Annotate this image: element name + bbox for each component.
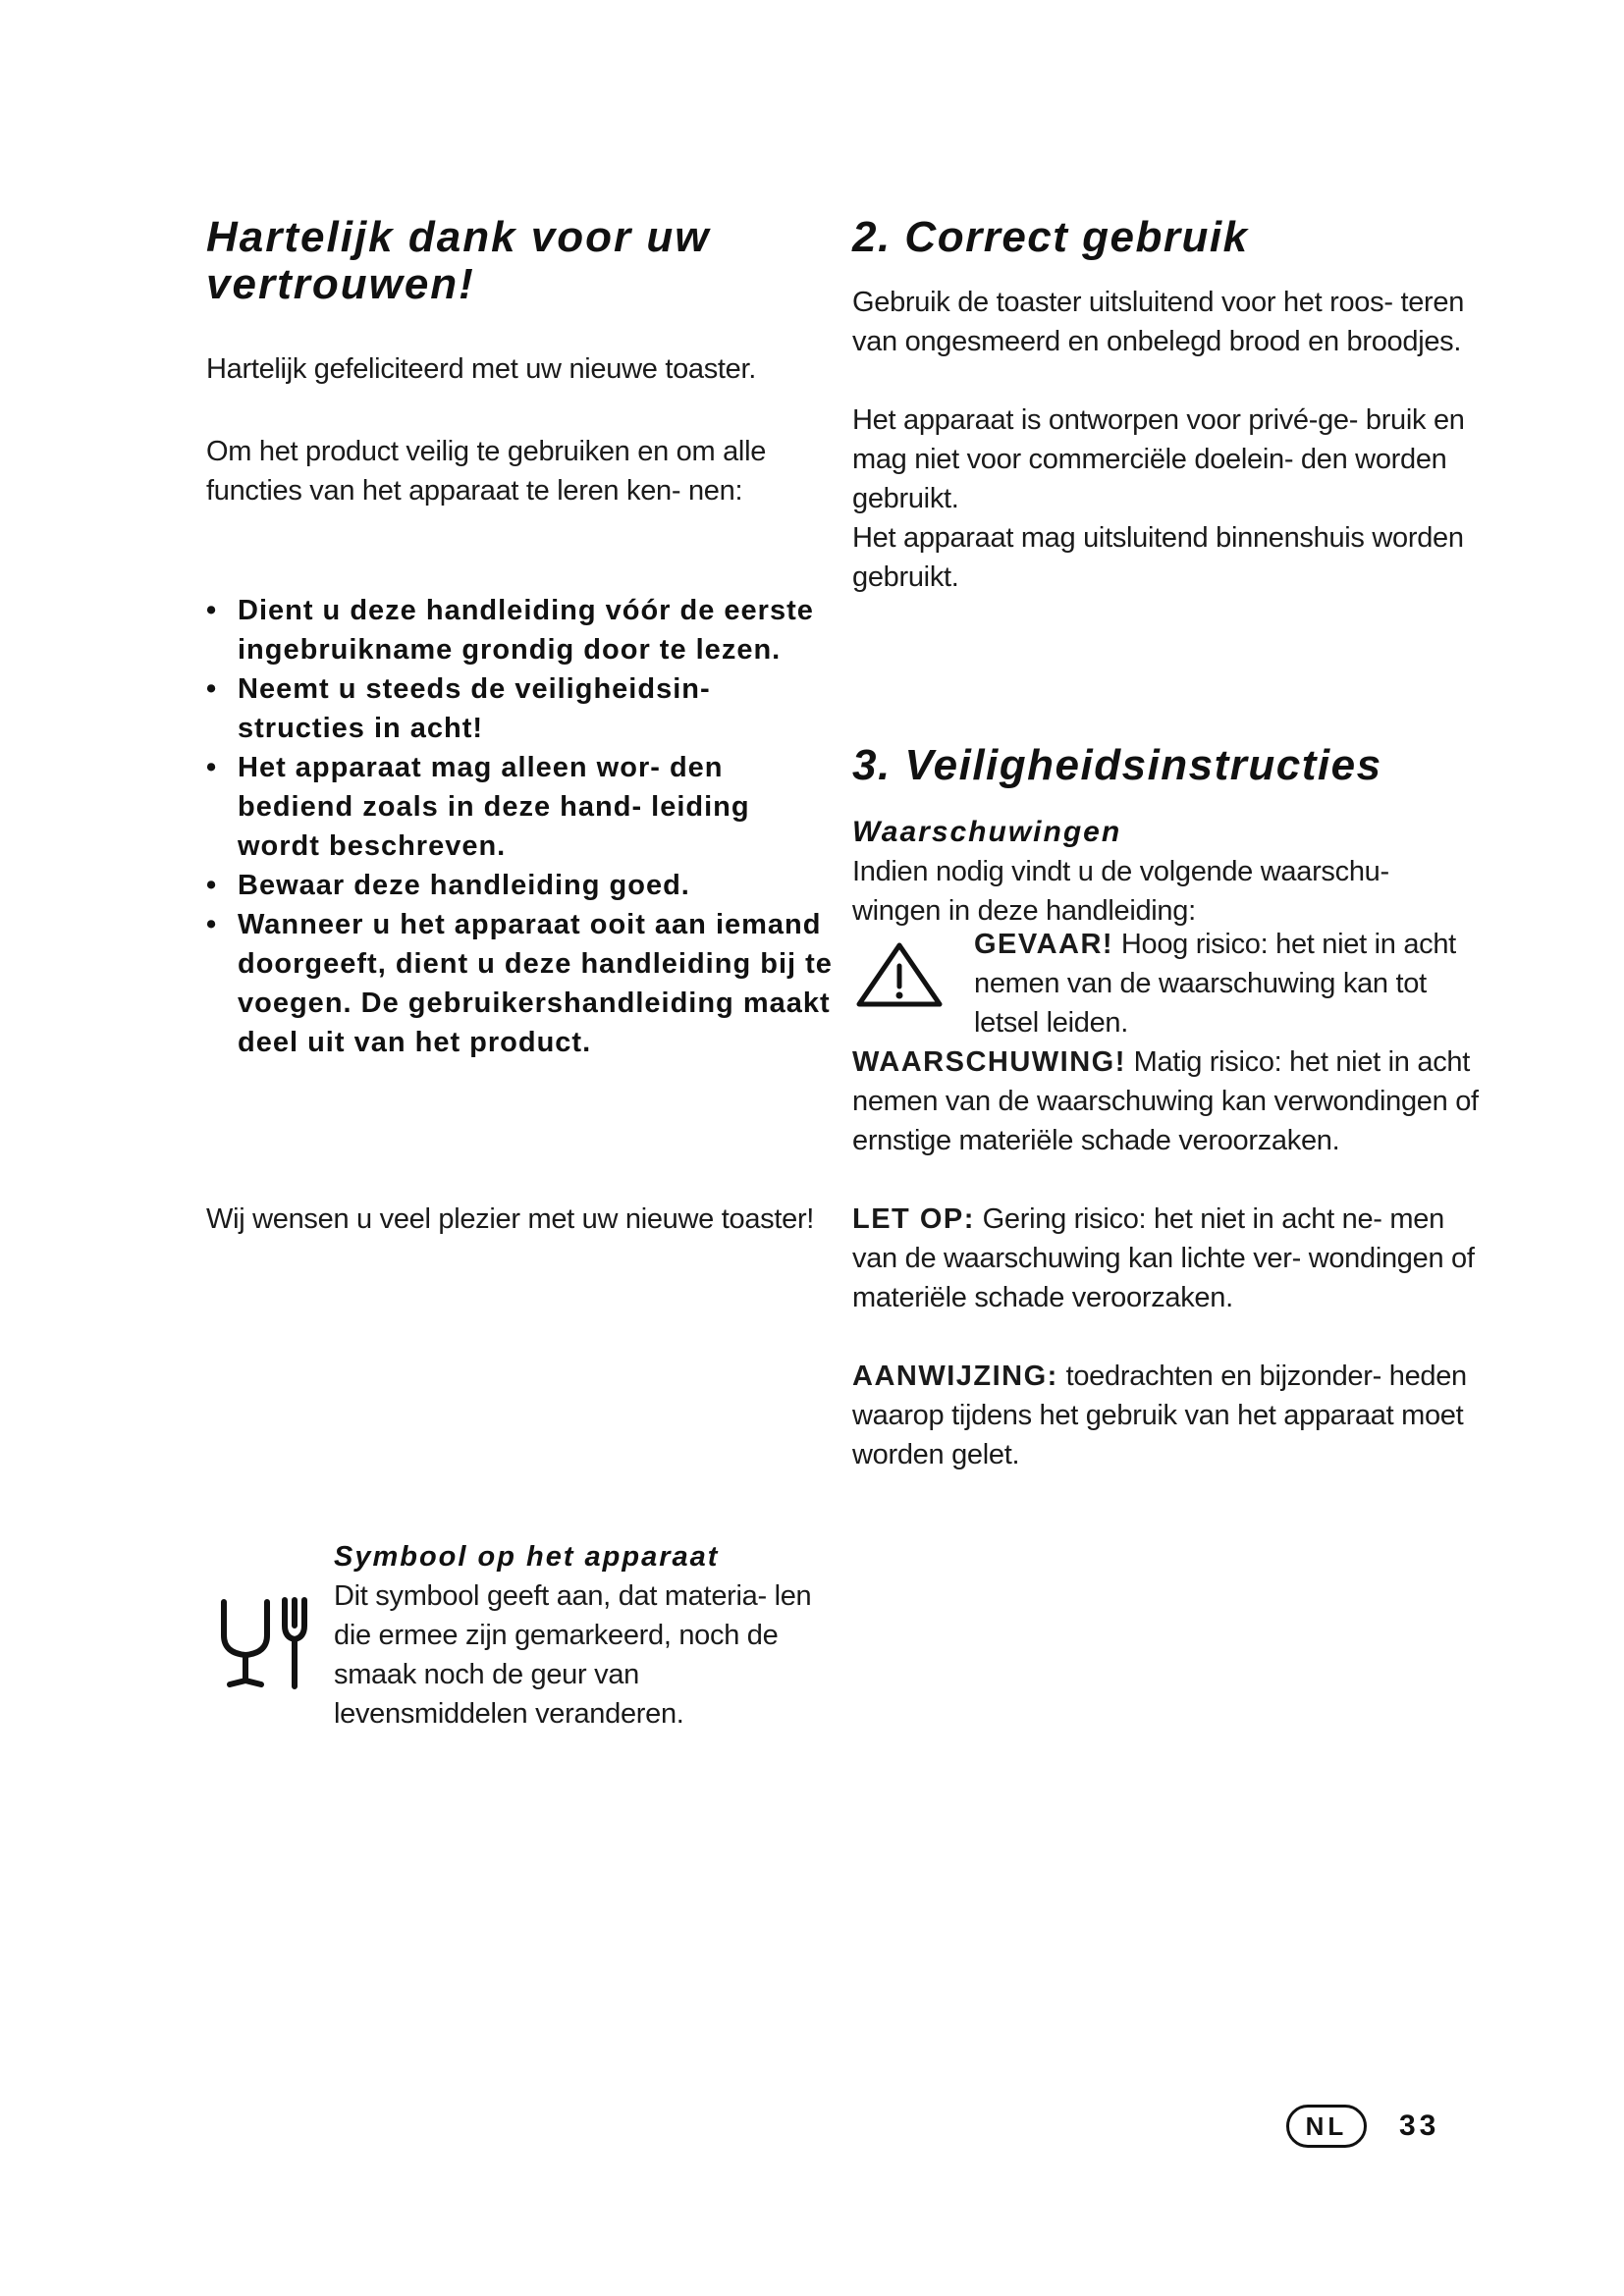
note-text: toedrachten en bijzonder- heden waarop tijdens het gebruik van het apparaat moet worden gelet. [852, 1361, 1467, 1470]
note-label: AANWIJZING: [852, 1361, 1058, 1392]
list-item: • Wanneer u het apparaat ooit aan iemand doorgeeft, dient u deze handleiding bij te voegen. De gebruikershandleiding maakt deel uit van het product. [206, 905, 835, 1062]
purpose-text: Om het product veilig te gebruiken en om alle functies van het apparaat te leren ken- nen: [206, 436, 767, 507]
danger-note [974, 925, 1485, 1042]
warning-note [852, 1042, 1481, 1160]
page-number: 33 [1399, 2109, 1440, 2142]
danger-text: Hoog risico: het niet in acht nemen van de waarschuwing kan tot letsel leiden. [974, 929, 1456, 1039]
caution-note [852, 1200, 1481, 1317]
warning-label: WAARSCHUWING! [852, 1046, 1126, 1078]
instruction-list [206, 591, 835, 1062]
warnings-intro: Indien nodig vindt u de volgende waarschu- wingen in deze handleiding: [852, 856, 1389, 927]
list-item: • Neemt u steeds de veiligheidsin- structies in acht! [206, 669, 835, 748]
warning-text: Matig risico: het niet in acht nemen van de waarschuwing kan verwondingen of ernstige materiële schade veroorzaken. [852, 1046, 1479, 1156]
list-item: • Het apparaat mag alleen wor- den bediend zoals in deze hand- leiding wordt beschreven. [206, 748, 835, 866]
list-item: • Dient u deze handleiding vóór de eerste ingebruikname grondig door te lezen. [206, 591, 835, 669]
caution-text: Gering risico: het niet in acht ne- men van de waarschuwing kan lichte ver- wondingen of materiële schade veroorzaken. [852, 1203, 1475, 1313]
caution-label: LET OP: [852, 1203, 975, 1235]
correct-use-paragraph-1: Gebruik de toaster uitsluitend voor het roos- teren van ongesmeerd en onbelegd brood en broodjes. [852, 287, 1465, 357]
intro-text: Hartelijk gefeliciteerd met uw nieuwe toaster. [206, 353, 757, 385]
warning-triangle-icon [854, 940, 945, 1014]
correct-use-paragraph-3: Het apparaat mag uitsluitend binnenshuis worden gebruikt. [852, 522, 1464, 593]
symbol-heading: Symbool op het apparaat [334, 1541, 720, 1573]
danger-label: GEVAAR! [974, 929, 1114, 960]
warnings-subheading: Waarschuwingen [852, 816, 1122, 848]
section-heading-correct-use: 2. Correct gebruik [852, 213, 1249, 261]
symbol-text: Dit symbool geeft aan, dat materia- len die ermee zijn gemarkeerd, noch de smaak noch de geur van levensmiddelen veranderen. [334, 1580, 812, 1730]
correct-use-paragraph-2: Het apparaat is ontworpen voor privé-ge- bruik en mag niet voor commerciële doelein- den worden gebruikt. [852, 404, 1465, 514]
list-item: • Bewaar deze handleiding goed. [206, 866, 835, 905]
food-safe-icon [216, 1596, 314, 1695]
note-paragraph [852, 1357, 1481, 1474]
closing-text: Wij wensen u veel plezier met uw nieuwe toaster! [206, 1203, 815, 1235]
language-badge: NL [1286, 2105, 1367, 2148]
page-heading: Hartelijk dank voor uw vertrouwen! [206, 213, 711, 308]
section-heading-safety: 3. Veiligheidsinstructies [852, 741, 1382, 789]
